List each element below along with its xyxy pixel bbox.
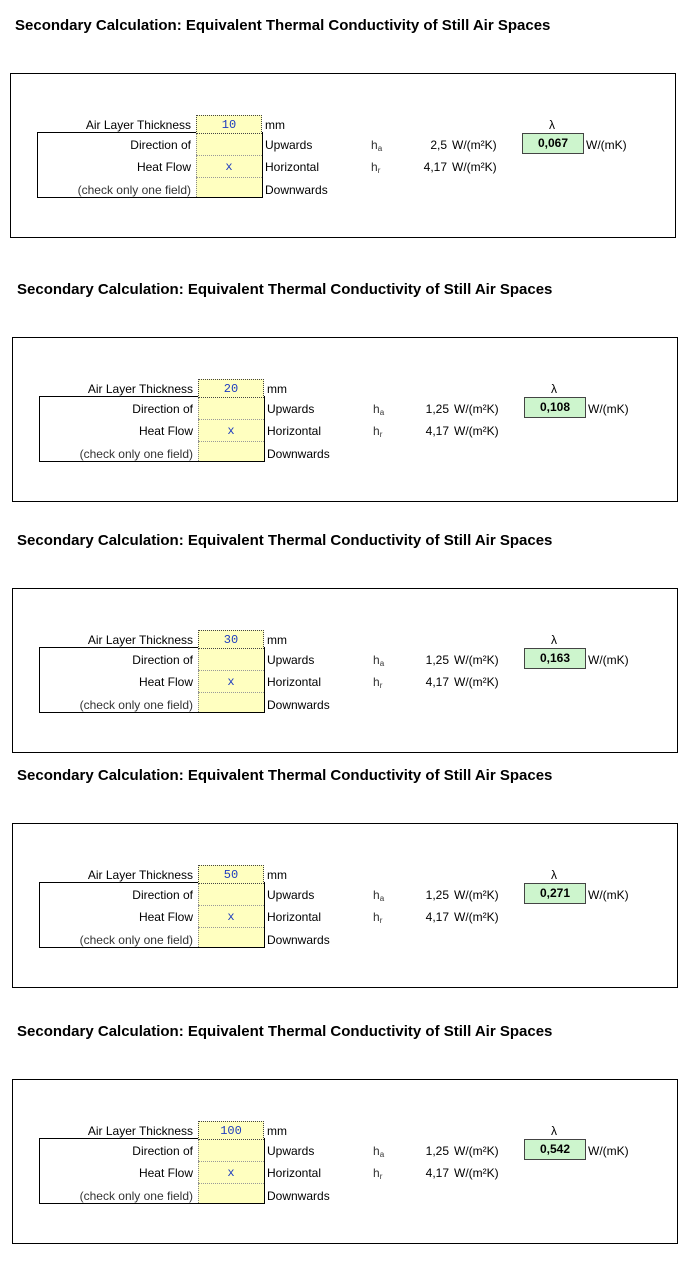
hr-subscript: r — [379, 1172, 383, 1181]
ha-letter: h — [373, 653, 380, 667]
ha-unit: W/(m²K) — [454, 888, 499, 902]
air-layer-thickness-input[interactable] — [198, 1121, 264, 1140]
unit-mm-label: mm — [267, 382, 287, 396]
section-title: Secondary Calculation: Equivalent Thermal Conductivity of Still Air Spaces — [17, 281, 553, 298]
ha-value: 1,25 — [425, 1144, 449, 1158]
downwards-label: Downwards — [267, 447, 330, 461]
lambda-symbol: λ — [551, 382, 557, 396]
upwards-checkbox-cell[interactable] — [198, 1140, 264, 1162]
check-only-one-field-label: (check only one field) — [79, 1189, 193, 1203]
ha-subscript: a — [377, 144, 383, 153]
air-layer-thickness-value: 100 — [220, 1124, 242, 1138]
upwards-checkbox-cell[interactable] — [196, 134, 262, 156]
lambda-unit: W/(mK) — [588, 402, 629, 416]
hr-letter: h — [373, 1166, 380, 1180]
upwards-label: Upwards — [267, 1144, 315, 1158]
horizontal-mark: x — [227, 1166, 235, 1180]
lambda-result-cell: 0,271 — [524, 883, 586, 904]
downwards-label: Downwards — [267, 698, 330, 712]
cell-divider — [196, 134, 197, 197]
check-only-one-field-label: (check only one field) — [79, 933, 193, 947]
hr-symbol — [373, 675, 382, 690]
downwards-checkbox-cell[interactable] — [198, 1184, 264, 1203]
upwards-label: Upwards — [267, 653, 315, 667]
hr-symbol — [373, 1166, 382, 1181]
upwards-checkbox-cell[interactable] — [198, 398, 264, 420]
cell-divider — [198, 649, 199, 712]
ha-value: 2,5 — [430, 138, 447, 152]
air-layer-thickness-value: 30 — [223, 633, 239, 647]
ha-unit: W/(m²K) — [454, 1144, 499, 1158]
unit-mm-label: mm — [267, 868, 287, 882]
hr-subscript: r — [379, 430, 383, 439]
ha-subscript: a — [379, 408, 385, 417]
ha-value: 1,25 — [425, 402, 449, 416]
upwards-checkbox-cell[interactable] — [198, 884, 264, 906]
hr-value: 4,17 — [425, 910, 449, 924]
downwards-checkbox-cell[interactable] — [198, 442, 264, 461]
section-title: Secondary Calculation: Equivalent Thermal Conductivity of Still Air Spaces — [17, 767, 553, 784]
lambda-symbol: λ — [551, 868, 557, 882]
horizontal-checkbox-cell[interactable] — [198, 906, 264, 928]
heat-flow-label: Heat Flow — [138, 424, 193, 438]
air-layer-thickness-label: Air Layer Thickness — [87, 382, 193, 396]
hr-unit: W/(m²K) — [452, 160, 497, 174]
horizontal-mark: x — [227, 424, 235, 438]
ha-symbol — [373, 888, 384, 903]
horizontal-label: Horizontal — [267, 675, 322, 689]
upwards-label: Upwards — [265, 138, 313, 152]
hr-symbol — [373, 910, 382, 925]
air-layer-thickness-label: Air Layer Thickness — [87, 868, 193, 882]
ha-subscript: a — [379, 894, 385, 903]
hr-subscript: r — [379, 916, 383, 925]
ha-letter: h — [373, 888, 380, 902]
section-title: Secondary Calculation: Equivalent Thermal Conductivity of Still Air Spaces — [17, 532, 553, 549]
direction-of-label: Direction of — [132, 888, 193, 902]
hr-value: 4,17 — [425, 1166, 449, 1180]
check-only-one-field-label: (check only one field) — [79, 447, 193, 461]
calculation-box — [12, 588, 678, 753]
heat-flow-label: Heat Flow — [138, 910, 193, 924]
air-layer-thickness-value: 50 — [223, 868, 239, 882]
horizontal-mark: x — [227, 675, 235, 689]
ha-unit: W/(m²K) — [454, 402, 499, 416]
section-title: Secondary Calculation: Equivalent Thermal Conductivity of Still Air Spaces — [15, 17, 551, 34]
lambda-symbol: λ — [551, 1124, 557, 1138]
upwards-label: Upwards — [267, 402, 315, 416]
air-layer-thickness-label: Air Layer Thickness — [87, 1124, 193, 1138]
calculation-box — [12, 337, 678, 502]
ha-symbol — [373, 653, 384, 668]
horizontal-checkbox-cell[interactable] — [196, 156, 262, 178]
horizontal-label: Horizontal — [267, 424, 322, 438]
ha-value: 1,25 — [425, 653, 449, 667]
downwards-label: Downwards — [267, 1189, 330, 1203]
air-layer-thickness-value: 20 — [223, 382, 239, 396]
air-layer-thickness-label: Air Layer Thickness — [87, 633, 193, 647]
hr-symbol — [371, 160, 380, 175]
air-layer-thickness-input[interactable] — [198, 379, 264, 398]
direction-of-label: Direction of — [132, 402, 193, 416]
horizontal-checkbox-cell[interactable] — [198, 420, 264, 442]
downwards-checkbox-cell[interactable] — [198, 928, 264, 947]
ha-subscript: a — [379, 659, 385, 668]
hr-symbol — [373, 424, 382, 439]
lambda-unit: W/(mK) — [586, 138, 627, 152]
horizontal-label: Horizontal — [267, 910, 322, 924]
cell-divider — [198, 398, 199, 461]
downwards-checkbox-cell[interactable] — [196, 178, 262, 197]
cell-divider — [198, 1140, 199, 1203]
check-only-one-field-label: (check only one field) — [77, 183, 191, 197]
ha-symbol — [371, 138, 382, 153]
hr-letter: h — [373, 910, 380, 924]
upwards-label: Upwards — [267, 888, 315, 902]
lambda-symbol: λ — [551, 633, 557, 647]
downwards-label: Downwards — [267, 933, 330, 947]
cell-divider — [198, 884, 199, 947]
hr-value: 4,17 — [425, 424, 449, 438]
hr-letter: h — [373, 424, 380, 438]
lambda-result-cell: 0,067 — [522, 133, 584, 154]
horizontal-checkbox-cell[interactable] — [198, 1162, 264, 1184]
direction-of-label: Direction of — [132, 653, 193, 667]
ha-subscript: a — [379, 1150, 385, 1159]
ha-symbol — [373, 1144, 384, 1159]
lambda-unit: W/(mK) — [588, 888, 629, 902]
heat-flow-label: Heat Flow — [138, 675, 193, 689]
downwards-checkbox-cell[interactable] — [198, 693, 264, 712]
ha-symbol — [373, 402, 384, 417]
hr-subscript: r — [377, 166, 381, 175]
direction-of-label: Direction of — [130, 138, 191, 152]
hr-unit: W/(m²K) — [454, 910, 499, 924]
horizontal-mark: x — [225, 160, 233, 174]
horizontal-label: Horizontal — [267, 1166, 322, 1180]
air-layer-thickness-input[interactable] — [196, 115, 262, 134]
lambda-symbol: λ — [549, 118, 555, 132]
ha-letter: h — [373, 402, 380, 416]
air-layer-thickness-label: Air Layer Thickness — [85, 118, 191, 132]
horizontal-mark: x — [227, 910, 235, 924]
horizontal-checkbox-cell[interactable] — [198, 671, 264, 693]
hr-letter: h — [371, 160, 378, 174]
lambda-result-cell: 0,542 — [524, 1139, 586, 1160]
lambda-unit: W/(mK) — [588, 653, 629, 667]
ha-letter: h — [371, 138, 378, 152]
downwards-label: Downwards — [265, 183, 328, 197]
ha-unit: W/(m²K) — [454, 653, 499, 667]
hr-unit: W/(m²K) — [454, 424, 499, 438]
hr-subscript: r — [379, 681, 383, 690]
direction-of-label: Direction of — [132, 1144, 193, 1158]
check-only-one-field-label: (check only one field) — [79, 698, 193, 712]
calculation-box — [12, 823, 678, 988]
hr-letter: h — [373, 675, 380, 689]
hr-unit: W/(m²K) — [454, 675, 499, 689]
calculation-box — [10, 73, 676, 238]
ha-unit: W/(m²K) — [452, 138, 497, 152]
heat-flow-label: Heat Flow — [136, 160, 191, 174]
calculation-box — [12, 1079, 678, 1244]
lambda-unit: W/(mK) — [588, 1144, 629, 1158]
unit-mm-label: mm — [265, 118, 285, 132]
unit-mm-label: mm — [267, 633, 287, 647]
horizontal-label: Horizontal — [265, 160, 320, 174]
air-layer-thickness-input[interactable] — [198, 865, 264, 884]
air-layer-thickness-input[interactable] — [198, 630, 264, 649]
hr-unit: W/(m²K) — [454, 1166, 499, 1180]
lambda-result-cell: 0,108 — [524, 397, 586, 418]
unit-mm-label: mm — [267, 1124, 287, 1138]
upwards-checkbox-cell[interactable] — [198, 649, 264, 671]
ha-letter: h — [373, 1144, 380, 1158]
hr-value: 4,17 — [423, 160, 447, 174]
section-title: Secondary Calculation: Equivalent Thermal Conductivity of Still Air Spaces — [17, 1023, 553, 1040]
heat-flow-label: Heat Flow — [138, 1166, 193, 1180]
lambda-result-cell: 0,163 — [524, 648, 586, 669]
air-layer-thickness-value: 10 — [221, 118, 237, 132]
hr-value: 4,17 — [425, 675, 449, 689]
ha-value: 1,25 — [425, 888, 449, 902]
